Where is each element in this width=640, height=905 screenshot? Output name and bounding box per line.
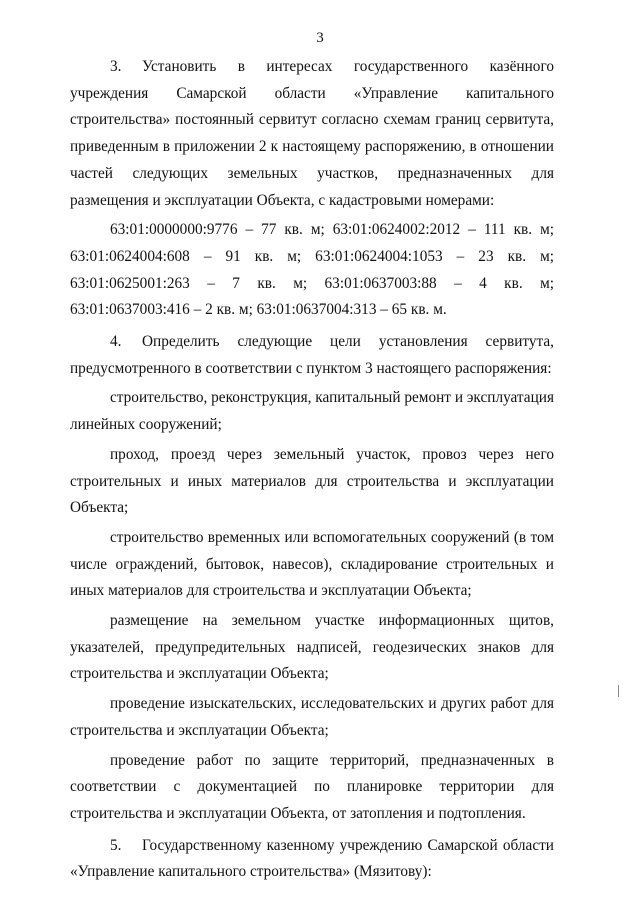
paragraph-number: 3. xyxy=(110,58,122,75)
servitude-goal-1: строительство, реконструкция, капитальный ремонт и эксплуатация линейных сооружений; xyxy=(70,389,554,434)
scan-mark xyxy=(618,685,619,697)
paragraph-text: Государственному казенному учреждению Самарской области «Управление капитального строительства» (Мязитову): xyxy=(70,836,554,881)
paragraph-5 xyxy=(70,833,554,886)
paragraph-text: Определить следующие цели установления сервитута, предусмотренного в соответствии с пунктом 3 настоящего распоряжения: xyxy=(70,333,554,377)
paragraph-3 xyxy=(70,54,554,214)
paragraph-number: 5. xyxy=(110,836,122,854)
servitude-goal-6: проведение работ по защите территорий, предназначенных в соответствии с документацией по планировке территории для строительства и эксплуатации Объекта, от затопления и подтопления. xyxy=(70,751,554,822)
paragraph-text: Установить в интересах государственного казённого учреждения Самарской области «Управление капитального строительства» постоянный сервитут согласно схемам границ сервитута, приведенным в приложении 2 к настоящему распоряжению, в отношении частей следующих земельных участков, предназначенных для размещения и эксплуатации Объекта, с кадастровыми номерами: xyxy=(70,58,554,209)
paragraph-4 xyxy=(70,329,554,382)
cadastral-numbers-list: 63:01:0000000:9776 – 77 кв. м; 63:01:0624002:2012 – 111 кв. м; 63:01:0624004:608 – 91 кв. м; 63:01:0624004:1053 – 23 кв. м; 63:01:0625001:263 – 7 кв. м; 63:01:0637003:88 – 4 кв. м; 63:01:0637003:416 – 2 кв. м; 63:01:0637004:313 – 65 кв. м. xyxy=(70,221,554,319)
servitude-goal-4: размещение на земельном участке информационных щитов, указателей, предупредительных надписей, геодезических знаков для строительства и эксплуатации Объекта; xyxy=(70,612,554,683)
servitude-goal-3: строительство временных или вспомогательных сооружений (в том числе ограждений, бытовок, навесов), складирование строительных и иных материалов для строительства и эксплуатации Объекта; xyxy=(70,528,554,600)
servitude-goal-5: проведение изыскательских, исследовательских и других работ для строительства и эксплуатации Объекта; xyxy=(70,695,554,739)
page-number: 3 xyxy=(316,30,324,46)
servitude-goal-2: проход, проезд через земельный участок, провоз через него строительных и иных материалов для строительства и эксплуатации Объекта; xyxy=(70,445,554,517)
paragraph-number: 4. xyxy=(110,333,122,351)
document-body xyxy=(70,54,554,886)
